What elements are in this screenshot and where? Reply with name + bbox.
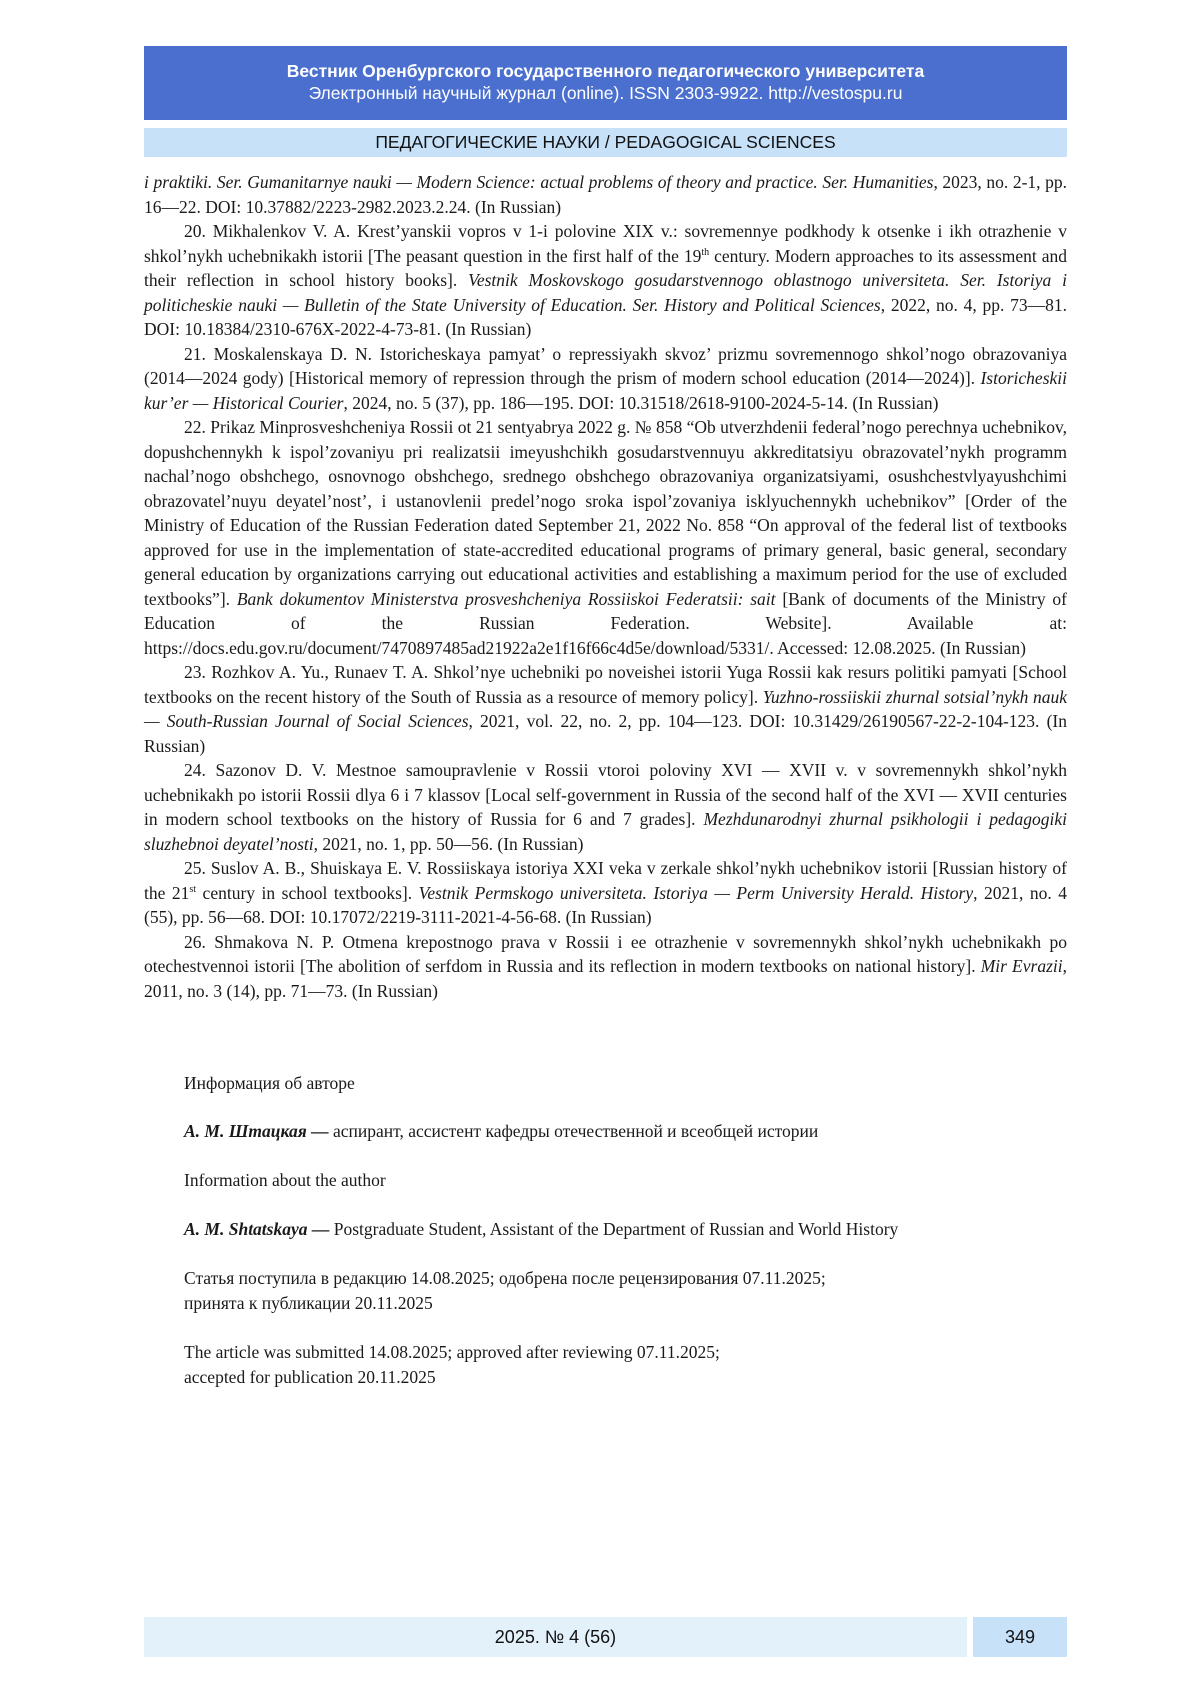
ref-tail: , 2023, no. 2-1, pp. 16—22. DOI: 10.37882/2223-2982.2023.2.24. (In Russian) [144, 172, 1068, 217]
ref-italic: Mezhdunarodnyi zhurnal psikhologii i pedagogiki sluzhebnoi deyatel’nosti [144, 809, 1067, 854]
dates-en-line-2: accepted for publication 20.11.2025 [184, 1366, 436, 1387]
ref-text: 23. Rozhkov A. Yu., Runaev T. A. Shkol’nye uchebniki po noveishei istorii Yuga Rossii kak resurs politiki pamyati [School textbooks on the recent history of the South of Russia as a resource of memory policy]. [144, 662, 1067, 707]
reference-22 [144, 415, 1067, 660]
ref-text: 26. Shmakova N. P. Otmena krepostnogo prava v Rossii i ee otrazhenie v sovremennykh shkol’nykh uchebnikakh po otechestvennoi istorii [The abolition of serfdom in Russia and its reflection in modern textbooks on national history]. [144, 931, 1067, 976]
ref-superscript: st [189, 883, 197, 895]
ref-tail: , 2021, no. 4 (55), pp. 56—68. DOI: 10.17072/2219-3111-2021-4-56-68. (In Russian) [144, 882, 1068, 927]
reference-20 [144, 219, 1067, 342]
reference-19-continued [144, 170, 1067, 219]
dates-ru-line-2: принята к публикации 20.11.2025 [184, 1292, 433, 1313]
ref-text: 24. Sazonov D. V. Mestnoe samoupravlenie v Rossii vtoroi poloviny XVI — XVII v. v sovremennykh shkol’nykh uchebnikakh po istorii Rossii dlya 6 i 7 klassov [Local self-government in Russia of the second half of the XVI — XVII centuries in modern school textbooks on the history of Russia for 6 and 7 grades]. [144, 760, 1067, 829]
ref-italic: Istoricheskii kur’er — Historical Courier [144, 368, 1067, 413]
dates-en-line-1: The article was submitted 14.08.2025; approved after reviewing 07.11.2025; [184, 1342, 720, 1362]
ref-tail: , 2024, no. 5 (37), pp. 186—195. DOI: 10.31518/2618-9100-2024-5-14. (In Russian) [343, 392, 939, 413]
ref-tail: [Bank of documents of the Ministry of Education of the Russian Federation. Website]. Available at: https://docs.edu.gov.ru/document/7470897485ad21922a2e1f16f66c4d5e/download/5331/. Accessed: 12.08.2025. (In Russian) [144, 588, 1068, 658]
section-heading: ПЕДАГОГИЧЕСКИЕ НАУКИ / PEDAGOGICAL SCIENCES [144, 128, 1067, 157]
reference-26 [144, 930, 1067, 1004]
ref-text: century in school textbooks]. [196, 882, 419, 903]
ref-italic: Vestnik Moskovskogo gosudarstvennogo oblastnogo universiteta. Ser. Istoriya i politicheskie nauki — Bulletin of the State University of Education. Ser. History and Political Sciences [144, 270, 1067, 315]
journal-subtitle: Электронный научный журнал (online). ISSN 2303-9922. http://vestospu.ru [308, 83, 903, 103]
journal-header [144, 46, 1067, 120]
author-desc-en: Postgraduate Student, Assistant of the Department of Russian and World History [329, 1219, 899, 1239]
ref-tail: , 2022, no. 4, pp. 73—81. DOI: 10.18384/2310-676X-2022-4-73-81. (In Russian) [144, 294, 1068, 339]
footer-page-number: 349 [973, 1617, 1067, 1657]
ref-italic: Vestnik Permskogo universiteta. Istoriya — Perm University Herald. History [418, 882, 974, 903]
author-line-ru [184, 1119, 1064, 1144]
ref-italic: Bank dokumentov Ministerstva prosveshcheniya Rossiiskoi Federatsii: sait [236, 588, 776, 609]
reference-25 [144, 856, 1067, 930]
ref-italic: Mir Evrazii [980, 956, 1063, 976]
ref-tail: , 2021, no. 1, pp. 50—56. (In Russian) [313, 833, 584, 854]
author-info-heading-ru: Информация об авторе [184, 1073, 355, 1093]
ref-text: 22. Prikaz Minprosveshcheniya Rossii ot 21 sentyabrya 2022 g. № 858 “Ob utverzhdenii federal’nogo perechnya uchebnikov, dopushchennykh k ispol’zovaniyu pri realizatsii imeyushchikh gosudarstvennuyu akkreditatsiyu obrazovatel’nykh programm nachal’nogo obshchego, osnovnogo obshchego, srednego obshchego obrazovaniya organizatsiyami, osushchestvlyayushchimi obrazovatel’nuyu deyatel’nost’, i ustanovlenii predel’nogo sroka ispol’zovaniya isklyuchennykh uchebnikov” [Order of the Ministry of Education of the Russian Federation dated September 21, 2022 No. 858 “On approval of the federal list of textbooks approved for use in the implementation of state-accredited educational programs of primary general, basic general, secondary general education by organizations carrying out educational activities and establishing a maximum period for the use of excluded textbooks”]. [144, 417, 1067, 609]
ref-text: 21. Moskalenskaya D. N. Istoricheskaya pamyat’ o repressiyakh skvoz’ prizmu sovremennogo shkol’nogo obrazovaniya (2014—2024 gody) [Historical memory of repression through the prism of modern school education (2014—2024)]. [144, 343, 1067, 388]
reference-list [144, 170, 1067, 1003]
author-name-en: A. M. Shtatskaya — [184, 1219, 330, 1239]
ref-text: 25. Suslov A. B., Shuiskaya E. V. Rossiiskaya istoriya XXI veka v zerkale shkol’nykh uchebnikov istorii [Russian history of the 21 [144, 858, 1067, 903]
ref-italic: i praktiki. Ser. Gumanitarnye nauki — Modern Science: actual problems of theory and practice. Ser. Humanities [144, 172, 934, 192]
footer-issue: 2025. № 4 (56) [144, 1617, 967, 1657]
journal-title: Вестник Оренбургского государственного педагогического университета [286, 61, 925, 81]
author-info-heading-en: Information about the author [184, 1170, 386, 1190]
article-dates-en [184, 1340, 1064, 1389]
article-dates-ru [184, 1266, 1064, 1315]
author-line-en [184, 1217, 1064, 1242]
author-desc-ru: аспирант, ассистент кафедры отечественной и всеобщей истории [328, 1121, 819, 1141]
reference-24 [144, 758, 1067, 856]
ref-superscript: th [701, 246, 710, 258]
ref-tail: , 2021, vol. 22, no. 2, pp. 104—123. DOI: 10.31429/26190567-22-2-104-123. (In Russian) [144, 711, 1067, 756]
ref-text: century. Modern approaches to its assessment and their reflection in school history books]. [144, 245, 1067, 290]
ref-italic: Yuzhno-rossiiskii zhurnal sotsial’nykh nauk — South-Russian Journal of Social Sciences [144, 686, 1068, 731]
reference-21 [144, 342, 1067, 416]
author-name-ru: А. М. Штацкая — [184, 1121, 329, 1141]
dates-ru-line-1: Статья поступила в редакцию 14.08.2025; одобрена после рецензирования 07.11.2025; [184, 1268, 826, 1288]
ref-tail: , 2011, no. 3 (14), pp. 71—73. (In Russian) [144, 956, 1067, 1001]
ref-text: 20. Mikhalenkov V. A. Krest’yanskii vopros v 1-i polovine XIX v.: sovremennye podkhody k otsenke i ikh otrazhenie v shkol’nykh uchebnikakh istorii [The peasant question in the first half of the 19 [144, 221, 1067, 266]
reference-23 [144, 660, 1067, 758]
